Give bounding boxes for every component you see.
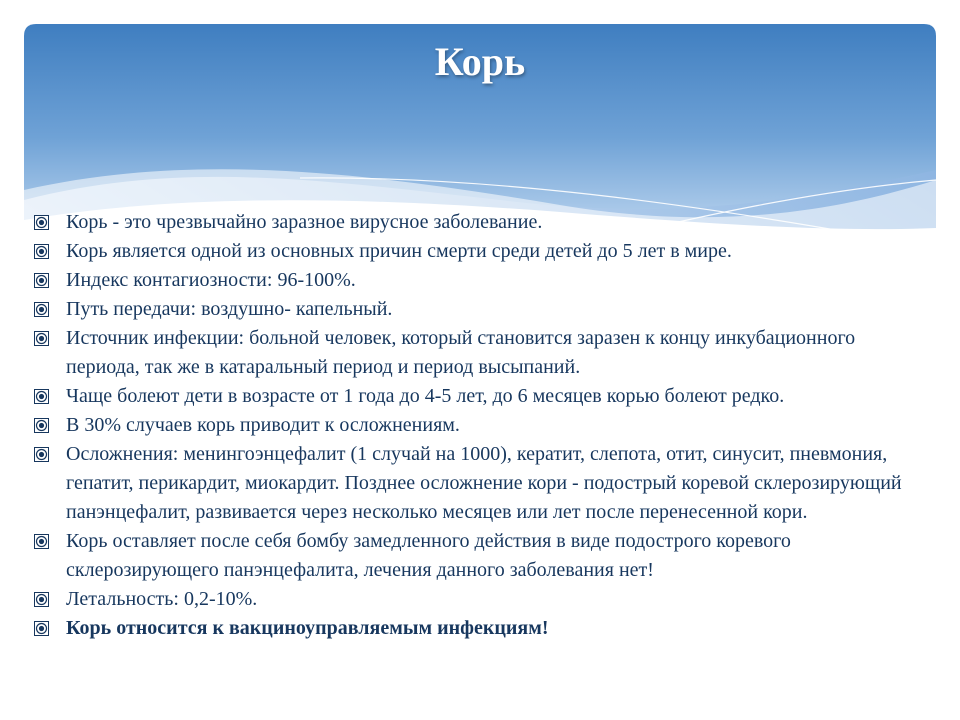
circle-bullet-icon: [34, 447, 49, 462]
list-item: [34, 266, 914, 295]
circle-bullet-icon: [34, 418, 49, 433]
circle-bullet-icon: [34, 273, 49, 288]
list-item: [34, 382, 914, 411]
list-item: [34, 527, 914, 585]
slide-title: Корь: [434, 39, 526, 84]
list-item-text: Корь оставляет после себя бомбу замедленного действия в виде подострого коревого склерозирующего панэнцефалита, лечения данного заболевания нет!: [66, 530, 791, 581]
list-item-text: Индекс контагиозности: 96-100%.: [66, 269, 356, 291]
list-item: [34, 295, 914, 324]
circle-bullet-icon: [34, 302, 49, 317]
list-item: [34, 614, 914, 643]
circle-bullet-icon: [34, 389, 49, 404]
circle-bullet-icon: [34, 331, 49, 346]
circle-bullet-icon: [34, 621, 49, 636]
list-item: [34, 411, 914, 440]
list-item: [34, 208, 914, 237]
list-item-text: Путь передачи: воздушно- капельный.: [66, 298, 393, 320]
list-item-text: Летальность: 0,2-10%.: [66, 588, 258, 610]
circle-bullet-icon: [34, 592, 49, 607]
list-item-text: Корь относится к вакциноуправляемым инфекциям!: [66, 617, 549, 639]
list-item: [34, 237, 914, 266]
circle-bullet-icon: [34, 215, 49, 230]
list-item-text: Корь - это чрезвычайно заразное вирусное заболевание.: [66, 211, 543, 233]
list-item: [34, 585, 914, 614]
list-item-text: Осложнения: менингоэнцефалит (1 случай на 1000), кератит, слепота, отит, синусит, пневмония, гепатит, перикардит, миокардит. Позднее осложнение кори - подострый коревой склерозирующий панэнцефалит, развивается через несколько месяцев или лет после перенесенной кори.: [66, 443, 902, 523]
circle-bullet-icon: [34, 244, 49, 259]
list-item-text: Чаще болеют дети в возрасте от 1 года до 4-5 лет, до 6 месяцев корью болеют редко.: [66, 385, 785, 407]
bullet-list: [34, 208, 914, 643]
list-item-text: В 30% случаев корь приводит к осложнениям.: [66, 414, 460, 436]
list-item-text: Источник инфекции: больной человек, который становится заразен к концу инкубационного периода, так же в катаральный период и период высыпаний.: [66, 327, 856, 378]
list-item: [34, 324, 914, 382]
list-item: [34, 440, 914, 527]
circle-bullet-icon: [34, 534, 49, 549]
list-item-text: Корь является одной из основных причин смерти среди детей до 5 лет в мире.: [66, 240, 732, 262]
